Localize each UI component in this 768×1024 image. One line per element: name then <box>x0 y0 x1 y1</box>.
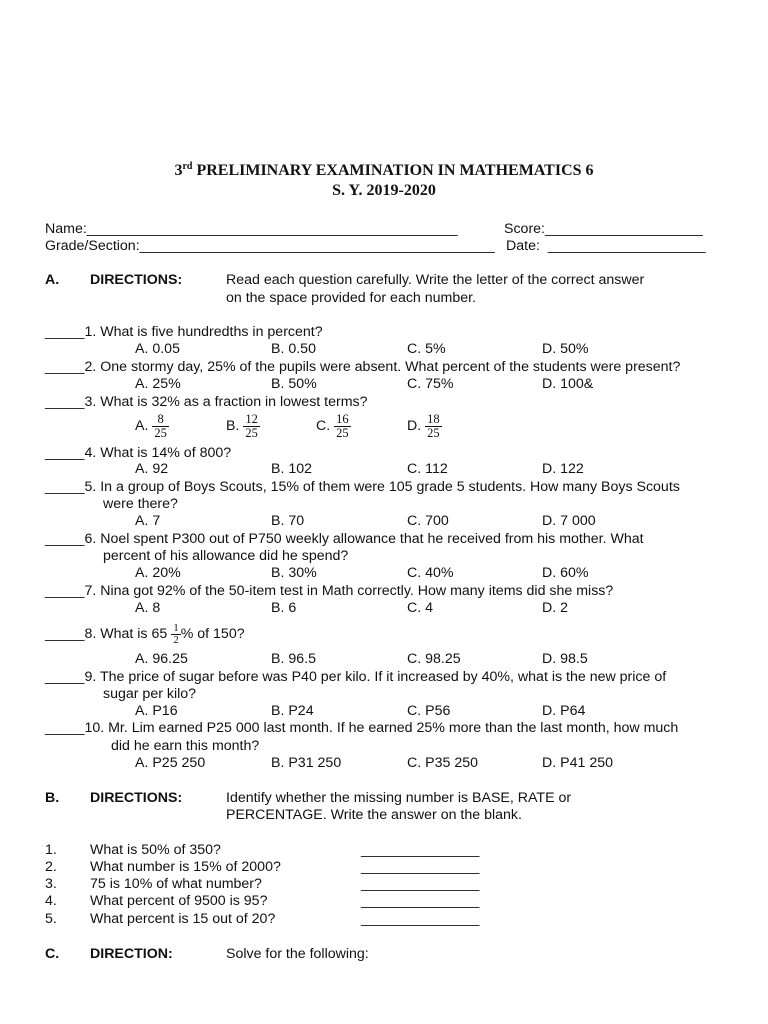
numerator: 1 <box>173 621 179 634</box>
q3-choice-a <box>135 412 169 440</box>
numerator: 12 <box>245 411 258 426</box>
question-6: _____6. Noel spent P300 out of P750 weekly allowance that he received from his mother. What <box>45 531 644 547</box>
section-a-letter: A. <box>45 272 60 288</box>
question-3: _____3. What is 32% as a fraction in lowest terms? <box>45 394 368 410</box>
question-10: _____10. Mr. Lim earned P25 000 last month. If he earned 25% more than the last month, how much <box>45 720 679 736</box>
b-item-text: 75 is 10% of what number? <box>90 876 262 892</box>
section-c-directions-text: Solve for the following: <box>226 946 369 962</box>
q3-choice-d-label: D. <box>407 418 422 434</box>
section-b-letter: B. <box>45 790 60 806</box>
q1-choice-d: D. 50% <box>542 341 589 357</box>
q6-choice-c: C. 40% <box>407 565 454 581</box>
question-5-line2: were there? <box>103 496 178 512</box>
q10-choice-c: C. P35 250 <box>407 755 478 771</box>
grade-section-field[interactable]: Grade/Section:_____________________________________________ <box>45 238 495 254</box>
denominator: 25 <box>427 425 440 440</box>
title-ordinal-suffix: rd <box>182 161 193 172</box>
b-item-answer-blank[interactable]: _______________ <box>361 911 480 927</box>
q3-choice-b-label: B. <box>226 418 240 434</box>
section-b-directions-line2: PERCENTAGE. Write the answer on the blank. <box>226 807 522 823</box>
denominator: 25 <box>245 425 258 440</box>
denominator: 2 <box>173 633 179 646</box>
fraction <box>171 623 181 646</box>
title-ordinal: 3 <box>174 162 183 179</box>
question-4: _____4. What is 14% of 800? <box>45 445 232 461</box>
q4-choice-c: C. 112 <box>407 461 448 477</box>
b-item-text: What number is 15% of 2000? <box>90 859 281 875</box>
q3-choice-a-label: A. <box>135 418 149 434</box>
q10-choice-b: B. P31 250 <box>271 755 342 771</box>
section-b-directions-line1: Identify whether the missing number is BASE, RATE or <box>226 790 572 806</box>
section-a-directions-label: DIRECTIONS: <box>90 272 183 288</box>
fraction <box>152 413 169 440</box>
q8-choice-b: B. 96.5 <box>271 651 316 667</box>
question-5: _____5. In a group of Boys Scouts, 15% of them were 105 grade 5 students. How many Boys Scouts <box>45 479 680 495</box>
b-item-number: 3. <box>45 876 57 892</box>
q3-choice-b <box>226 412 260 440</box>
numerator: 8 <box>157 411 164 426</box>
fraction <box>243 413 260 440</box>
numerator: 16 <box>336 411 349 426</box>
section-c-letter: C. <box>45 946 60 962</box>
title-text: PRELIMINARY EXAMINATION IN MATHEMATICS 6 <box>192 162 594 179</box>
q8-choice-d: D. 98.5 <box>542 651 588 667</box>
question-8-suffix: % of 150? <box>180 626 245 642</box>
b-item-answer-blank[interactable]: _______________ <box>361 842 480 858</box>
b-item-text: What percent of 9500 is 95? <box>90 893 268 909</box>
q9-choice-c: C. P56 <box>407 703 451 719</box>
q10-choice-a: A. P25 250 <box>135 755 206 771</box>
b-item-number: 4. <box>45 893 57 909</box>
b-item-number: 1. <box>45 842 57 858</box>
q5-choice-b: B. 70 <box>271 513 305 529</box>
q6-choice-b: B. 30% <box>271 565 317 581</box>
question-9: _____9. The price of sugar before was P40 per kilo. If it increased by 40%, what is the new price of <box>45 669 667 685</box>
b-item-number: 5. <box>45 911 57 927</box>
b-item-number: 2. <box>45 859 57 875</box>
name-field[interactable]: Name:_______________________________________________ <box>45 221 458 237</box>
section-a-directions-line2: on the space provided for each number. <box>226 290 477 306</box>
q2-choice-d: D. 100& <box>542 376 594 392</box>
question-9-line2: sugar per kilo? <box>103 686 197 702</box>
date-field[interactable]: Date: ____________________ <box>506 238 706 254</box>
b-item-answer-blank[interactable]: _______________ <box>361 893 480 909</box>
q2-choice-b: B. 50% <box>271 376 317 392</box>
school-year: S. Y. 2019-2020 <box>332 182 436 199</box>
q7-choice-c: C. 4 <box>407 600 434 616</box>
question-1: _____1. What is five hundredths in percent? <box>45 324 323 340</box>
q8-choice-c: C. 98.25 <box>407 651 461 667</box>
numerator: 18 <box>427 411 440 426</box>
q4-choice-b: B. 102 <box>271 461 313 477</box>
q1-choice-b: B. 0.50 <box>271 341 316 357</box>
q6-choice-a: A. 20% <box>135 565 181 581</box>
section-a-directions-line1: Read each question carefully. Write the letter of the correct answer <box>226 272 645 288</box>
q2-choice-a: A. 25% <box>135 376 181 392</box>
b-item-answer-blank[interactable]: _______________ <box>361 876 480 892</box>
q3-choice-c-label: C. <box>316 418 331 434</box>
q5-choice-c: C. 700 <box>407 513 449 529</box>
q3-choice-c <box>316 412 351 440</box>
q2-choice-c: C. 75% <box>407 376 454 392</box>
section-c-directions-label: DIRECTION: <box>90 946 173 962</box>
fraction <box>425 413 442 440</box>
b-item-answer-blank[interactable]: _______________ <box>361 859 480 875</box>
denominator: 25 <box>154 425 167 440</box>
q7-choice-a: A. 8 <box>135 600 161 616</box>
question-7: _____7. Nina got 92% of the 50-item test in Math correctly. How many items did she miss? <box>45 583 614 599</box>
question-8 <box>45 618 245 650</box>
q9-choice-b: B. P24 <box>271 703 314 719</box>
q7-choice-b: B. 6 <box>271 600 297 616</box>
denominator: 25 <box>336 425 349 440</box>
q5-choice-d: D. 7 000 <box>542 513 596 529</box>
question-2: _____2. One stormy day, 25% of the pupils were absent. What percent of the students were present? <box>45 359 681 375</box>
question-8-prefix: _____8. What is 65 <box>45 626 172 642</box>
score-field[interactable]: Score:____________________ <box>504 221 703 237</box>
q9-choice-d: D. P64 <box>542 703 586 719</box>
q6-choice-d: D. 60% <box>542 565 589 581</box>
question-6-line2: percent of his allowance did he spend? <box>103 548 349 564</box>
question-10-line2: did he earn this month? <box>111 738 260 754</box>
b-item-text: What is 50% of 350? <box>90 842 221 858</box>
q7-choice-d: D. 2 <box>542 600 569 616</box>
q4-choice-a: A. 92 <box>135 461 169 477</box>
section-b-directions-label: DIRECTIONS: <box>90 790 183 806</box>
q9-choice-a: A. P16 <box>135 703 178 719</box>
q4-choice-d: D. 122 <box>542 461 584 477</box>
exam-title <box>0 161 768 181</box>
q8-choice-a: A. 96.25 <box>135 651 188 667</box>
q3-choice-d <box>407 412 442 440</box>
q10-choice-d: D. P41 250 <box>542 755 613 771</box>
q1-choice-a: A. 0.05 <box>135 341 180 357</box>
q5-choice-a: A. 7 <box>135 513 161 529</box>
fraction <box>334 413 351 440</box>
b-item-text: What percent is 15 out of 20? <box>90 911 276 927</box>
q1-choice-c: C. 5% <box>407 341 446 357</box>
